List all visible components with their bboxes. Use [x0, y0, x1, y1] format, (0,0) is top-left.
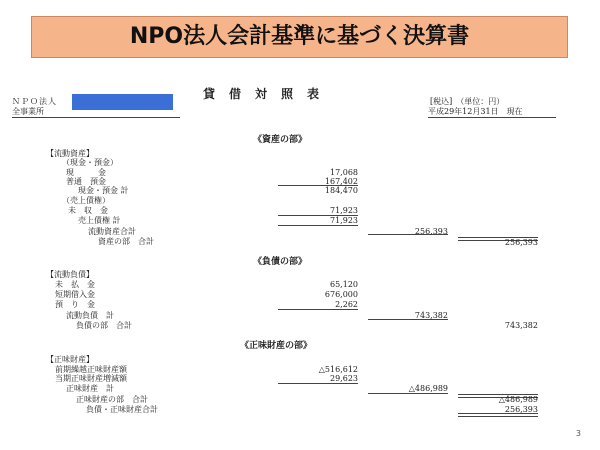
sheet-title: 貸借対照表: [203, 87, 334, 101]
net-assets-section-heading: 《正味財産の部》: [240, 341, 313, 351]
deposit-value: 167,402: [324, 177, 358, 186]
receivable-total-label: 売上債権 計: [78, 216, 121, 225]
current-assets-total-value: 256,393: [414, 227, 448, 236]
receivable-label: 未 収 金: [68, 206, 108, 215]
net-assets-change-value: 29,623: [330, 374, 358, 383]
deposit-received-value: 2,262: [335, 300, 358, 309]
receivable-value: 71,923: [330, 206, 358, 215]
report-date: 平成29年12月31日 現在: [428, 107, 523, 116]
liabilities-section-heading: 《負債の部》: [253, 257, 308, 267]
header-divider-right: [428, 117, 556, 118]
cash-total-label: 現金・預金 計: [78, 186, 129, 195]
cash-deposits-group: （現金・預金）: [62, 158, 118, 167]
liabilities-total-label: 負債の部 合計: [76, 321, 132, 330]
net-assets-heading: 【正味財産】: [46, 355, 94, 364]
net-assets-total-value: △486,989: [498, 395, 538, 404]
net-assets-subtotal-value: △486,989: [408, 384, 448, 393]
slide-title: NPO法人会計基準に基づく決算書: [129, 24, 470, 49]
receivables-group: （売上債権）: [62, 196, 110, 205]
loan-label: 短期借入金: [55, 290, 95, 299]
current-liabilities-total-value: 743,382: [414, 311, 448, 320]
cash-total-value: 184,470: [324, 186, 358, 195]
slide-title-banner: [31, 16, 568, 58]
page-number: 3: [575, 429, 581, 438]
cash-label: 現 金: [66, 168, 106, 177]
org-label: ＮＰＯ法人: [12, 97, 57, 106]
loan-value: 676,000: [324, 290, 358, 299]
rule-net-assets-change: [278, 383, 358, 384]
grand-total-label: 負債・正味財産合計: [86, 405, 158, 414]
net-assets-subtotal-label: 正味財産 計: [66, 384, 114, 393]
prior-net-assets-value: △516,612: [318, 365, 358, 374]
rule-receivable-total: [278, 225, 358, 226]
department-label: 全事業所: [12, 107, 44, 116]
net-assets-total-label: 正味財産の部 合計: [76, 395, 148, 404]
rule-deposit-received: [278, 309, 358, 310]
rule-grand-total: [458, 413, 538, 417]
prior-net-assets-label: 前期繰越正味財産額: [55, 365, 127, 374]
tax-unit-label: [税込] （単位：円）: [430, 97, 505, 106]
assets-total-value: 256,393: [504, 238, 538, 247]
header-divider-left: [12, 117, 180, 118]
current-liabilities-total-label: 流動負債 計: [66, 311, 114, 320]
cash-value: 17,068: [330, 168, 358, 177]
current-assets-heading: 【流動資産】: [46, 149, 94, 158]
current-assets-total-label: 流動資産合計: [88, 227, 136, 236]
current-liabilities-heading: 【流動負債】: [46, 270, 94, 279]
net-assets-change-label: 当期正味財産増減額: [55, 374, 127, 383]
deposit-label: 普通 預金: [66, 177, 106, 186]
assets-total-label: 資産の部 合計: [98, 237, 154, 246]
assets-section-heading: 《資産の部》: [253, 135, 308, 145]
redacted-org-name: [72, 94, 173, 110]
deposit-received-label: 預 り 金: [55, 300, 95, 309]
payable-value: 65,120: [330, 280, 358, 289]
payable-label: 未 払 金: [55, 280, 95, 289]
grand-total-value: 256,393: [504, 405, 538, 414]
rule-net-assets-subtotal: [368, 393, 448, 394]
liabilities-total-value: 743,382: [504, 321, 538, 330]
receivable-total-value: 71,923: [330, 216, 358, 225]
rule-current-liabilities: [368, 319, 448, 320]
